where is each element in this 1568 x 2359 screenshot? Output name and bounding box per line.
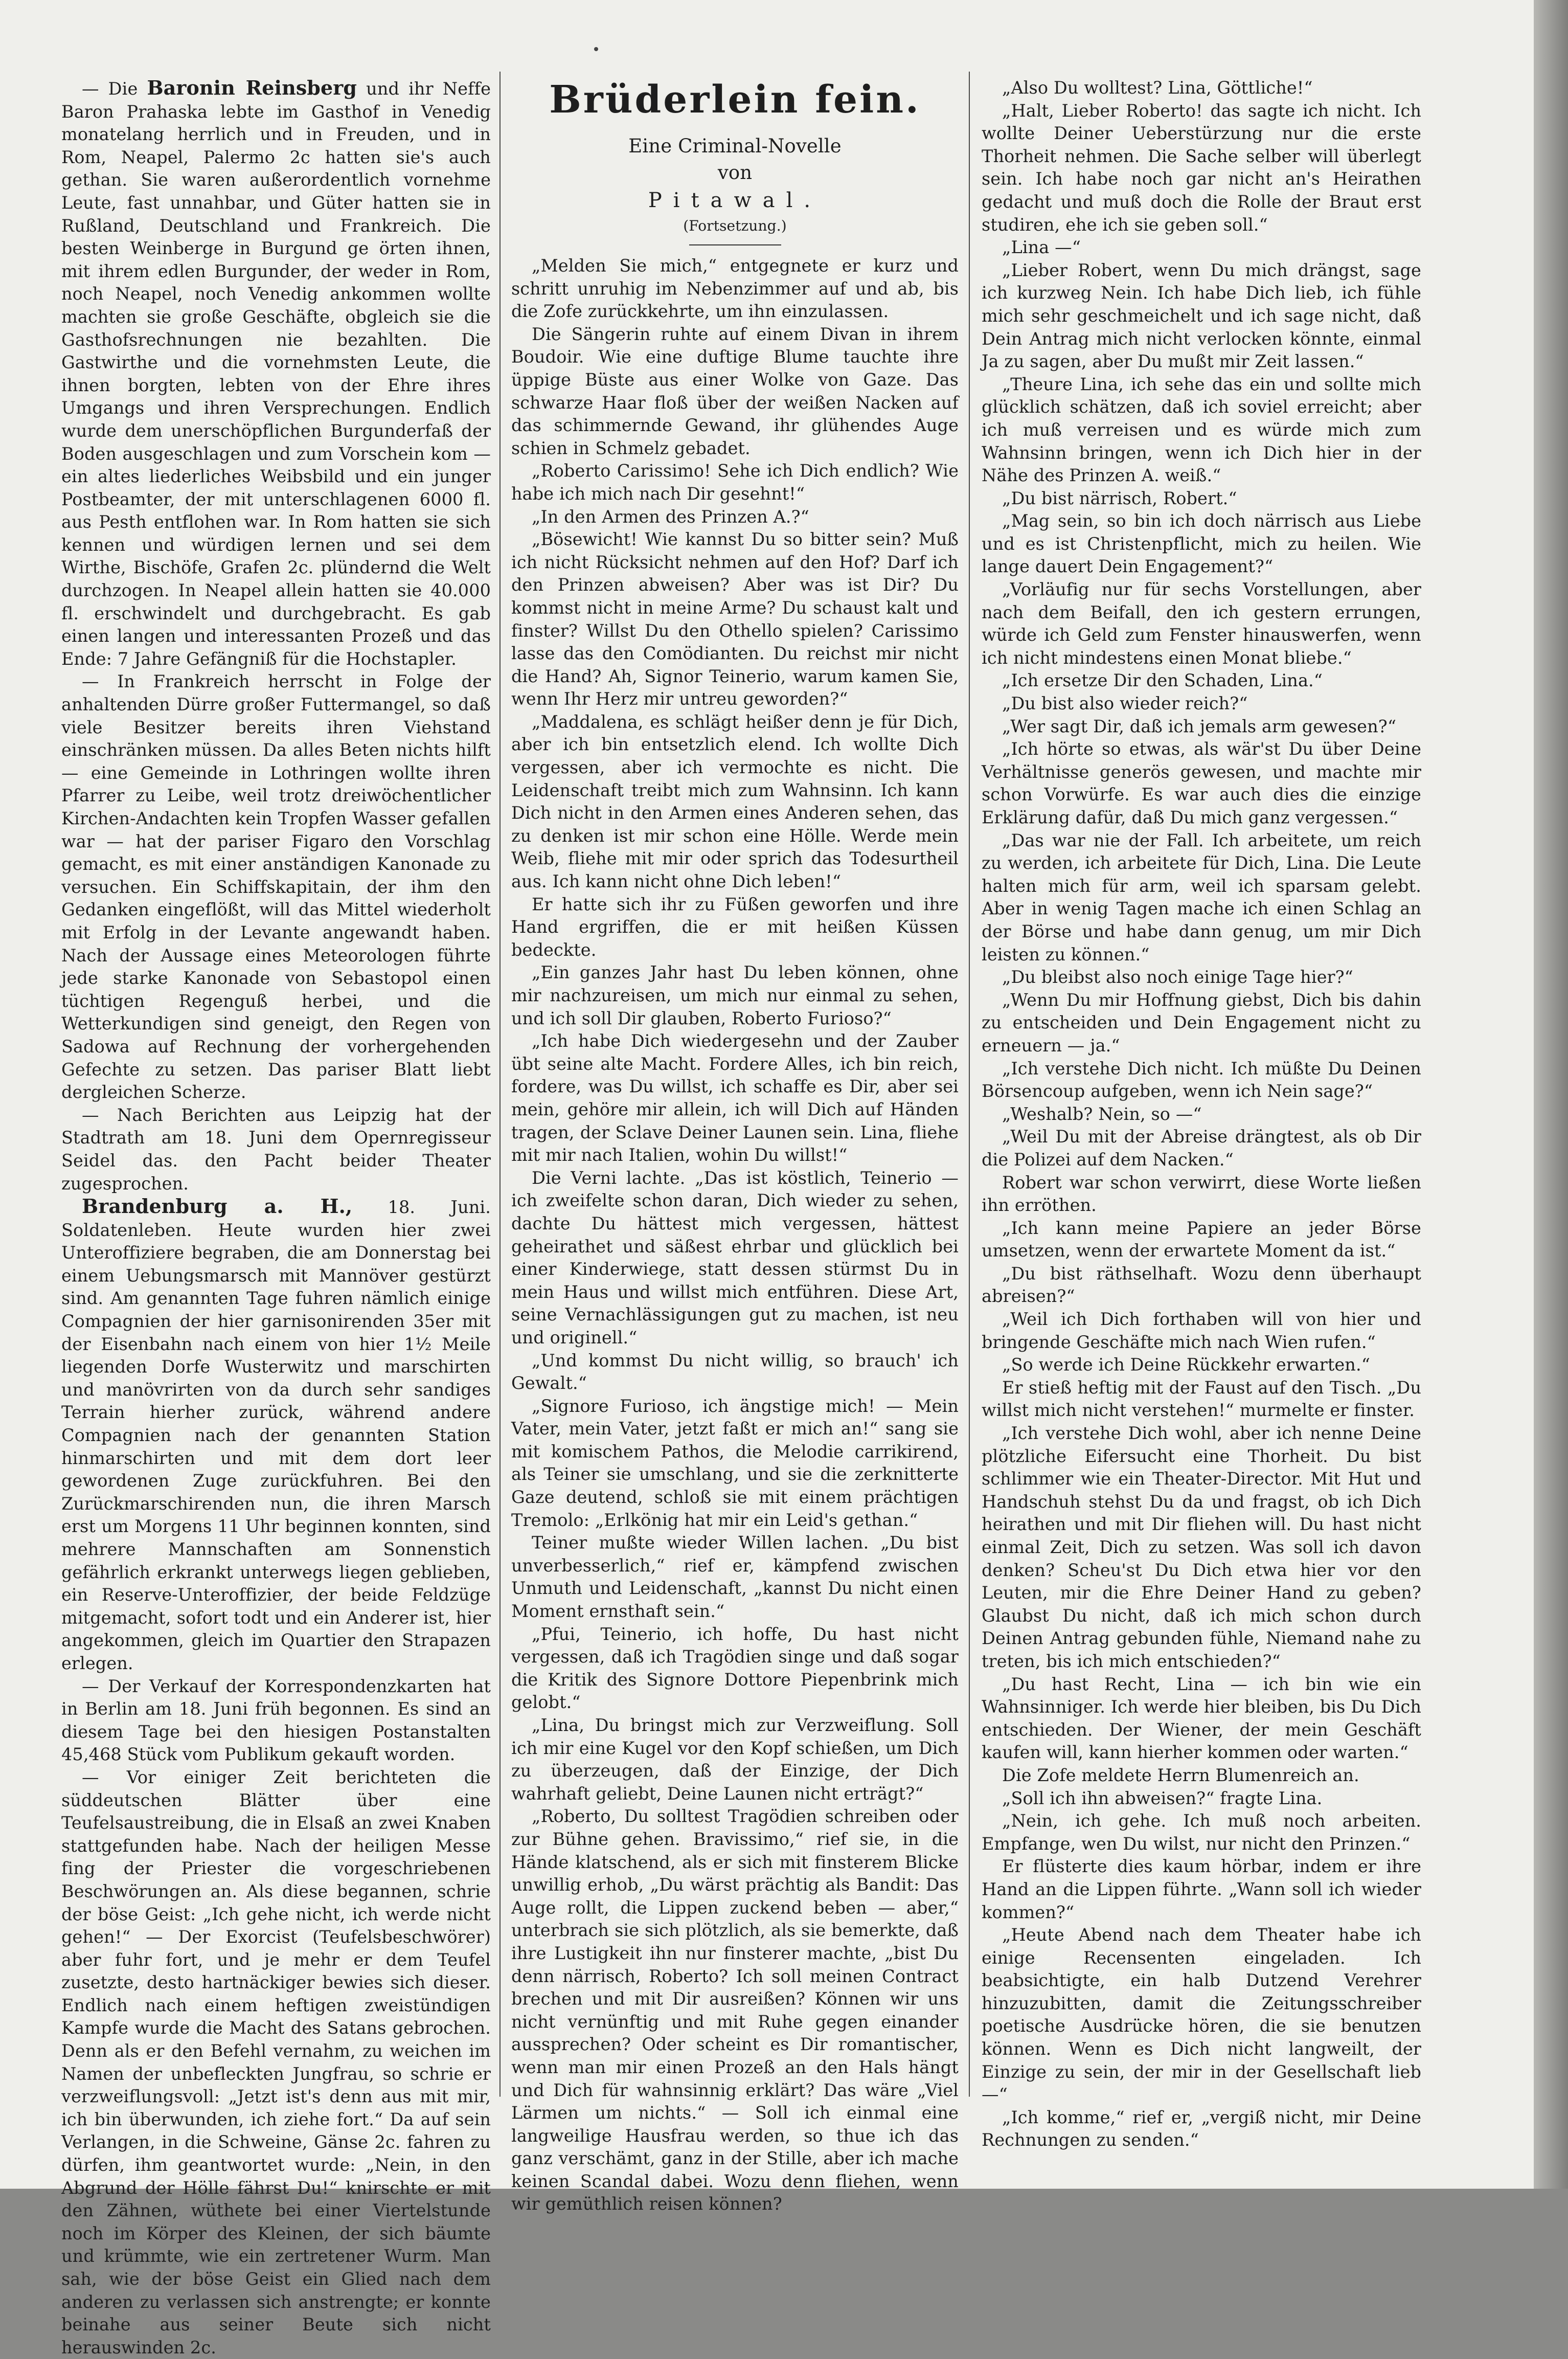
story-paragraph: „Melden Sie mich,“ entgegnete er kurz und schritt unruhig im Nebenzimmer auf und ab, bis die Zofe zurückkehrte, um ihn einzulassen. xyxy=(511,256,959,322)
story-paragraph: „Soll ich ihn abweisen?“ fragte Lina. xyxy=(1002,1788,1323,1808)
story-paragraph: „Ich verstehe Dich wohl, aber ich nenne Deine plötzliche Eifersucht eine Thorheit. Du bist schlimmer wie ein Theater-Director. Mit Hut und Handschuh stehst Du da und fragst, ob ich Dich heirathen und mit Dir fliehen will. Du hast nicht einmal Zeit, Dich zu setzen. Was soll ich davon denken? Scheu'st Du Dich etwa hier vor den Leuten, mir die Ehre Deiner Hand zu geben? Glaubst Du nicht, daß ich mich schon durch Deinen Antrag gebunden fühle, Niemand nahe zu treten, bis ich mich entschieden?“ xyxy=(982,1423,1421,1671)
article-korrespondenzkarten: — Der Verkauf der Korrespondenzkarten hat in Berlin am 18. Juni früh begonnen. Es sind an diesem Tage bei den hiesigen Postanstalten 45,468 Stück vom Publikum gekauft worden. xyxy=(61,1676,491,1765)
story-subtitle: Eine Criminal-Novelle xyxy=(628,135,842,157)
story-paragraph: „Ich komme,“ rief er, „vergiß nicht, mir Deine Rechnungen zu senden.“ xyxy=(982,2107,1421,2150)
story-paragraph: „Theure Lina, ich sehe das ein und sollte mich glücklich schätzen, daß ich soviel erreicht; aber ich muß verreisen und es würde mich zum Wahnsinn bringen, wenn ich Dich hier in der Nähe des Prinzen A. weiß.“ xyxy=(982,374,1421,486)
story-paragraph: „Vorläufig nur für sechs Vorstellungen, aber nach dem Beifall, den ich gestern errungen, würde ich Geld zum Fenster hinauswerfen, wenn ich nicht mindestens einen Monat bliebe.“ xyxy=(982,579,1421,668)
column-divider-right xyxy=(969,72,970,2097)
story-paragraph: „Lina —“ xyxy=(1002,237,1081,258)
story-paragraph: „Du bist närrisch, Robert.“ xyxy=(1002,488,1237,508)
story-paragraph: „Also Du wolltest? Lina, Göttliche!“ xyxy=(1002,78,1313,98)
right-column xyxy=(982,77,1421,2152)
print-mark xyxy=(594,47,598,51)
story-paragraph: „Bösewicht! Wie kannst Du so bitter sein? Muß ich nicht Rücksicht nehmen auf den Hof? Darf ich den Prinzen abweisen? Aber was ist Dir? Du kommst nicht in meine Arme? Du schaust kalt und finster? Willst Du den Othello spielen? Carissimo lasse das den Comödianten. Du reichst mir nicht die Hand? Ah, Signor Teinerio, warum kamen Sie, wenn Ihr Herz mir untreu geworden?“ xyxy=(511,529,959,709)
scan-edge xyxy=(1534,0,1568,2189)
story-paragraph: „Ich verstehe Dich nicht. Ich müßte Du Deinen Börsencoup aufgeben, wenn ich Nein sage?“ xyxy=(982,1058,1421,1102)
story-paragraph: „Weil Du mit der Abreise drängtest, als ob Dir die Polizei auf dem Nacken.“ xyxy=(982,1127,1421,1170)
story-paragraph: Robert war schon verwirrt, diese Worte ließen ihn erröthen. xyxy=(982,1172,1421,1216)
bold-name: Baronin Reinsberg xyxy=(147,76,357,99)
story-paragraph: „Halt, Lieber Roberto! das sagte ich nicht. Ich wollte Deiner Ueberstürzung nur die erste Thorheit nehmen. Die Sache selber will überlegt sein. Ich habe noch gar nicht an's Heirathen gedacht und muß doch die Rolle der Braut erst studiren, ehe ich sie geben soll.“ xyxy=(982,100,1421,235)
story-paragraph: „Lieber Robert, wenn Du mich drängst, sage ich kurzweg Nein. Ich habe Dich lieb, ich fühle mich sehr geschmeichelt und ich sage nicht, daß Dein Antrag mich nicht verlocken könnte, einmal Ja zu sagen, aber Du mußt mir Zeit lassen.“ xyxy=(982,260,1421,372)
story-paragraph: „Lina, Du bringst mich zur Verzweiflung. Soll ich mir eine Kugel vor den Kopf schießen, um Dich zu überzeugen, daß der Einzige, der Dich wahrhaft geliebt, Deine Launen nicht erträgt?“ xyxy=(511,1715,959,1804)
story-paragraph: „Weil ich Dich forthaben will von hier und bringende Geschäfte mich nach Wien rufen.“ xyxy=(982,1309,1421,1352)
story-paragraph: „Du hast Recht, Lina — ich bin wie ein Wahnsinniger. Ich werde hier bleiben, bis Du Dich entschieden. Der Wiener, der mein Geschäft kaufen will, kann hierher kommen oder warten.“ xyxy=(982,1674,1421,1763)
story-paragraph: „Ich kann meine Papiere an jeder Börse umsetzen, wenn der erwartete Moment da ist.“ xyxy=(982,1218,1421,1261)
article-text: 18. Juni. Soldatenleben. Heute wurden hier zwei Unteroffiziere begraben, die am Donnerstag bei einem Uebungsmarsch mit Mannöver gestürzt sind. Am genannten Tage fuhren nämlich einige Compagnien der hier garnisonirenden 35er mit der Eisenbahn nach einem von hier 1½ Meile liegenden Dorfe Wusterwitz und marschirten und manövrirten von da durch sehr sandiges Terrain hierher zurück, während andere Compagnien nach der genannten Station hinmarschirten und mit dem dort leer gewordenen Zuge zurückfuhren. Bei den Zurückmarschirenden nun, die ihren Marsch erst um Morgens 11 Uhr beginnen konnten, sind mehrere Mannschaften am Sonnenstich gefährlich erkrankt unterwegs liegen geblieben, ein Reserve-Unteroffizier, der beide Feldzüge mitgemacht, sofort todt und ein Anderer ist, hier angekommen, gleich im Quartier den Strapazen erlegen. xyxy=(61,1197,491,1673)
story-paragraph: „Maddalena, es schlägt heißer denn je für Dich, aber ich bin entsetzlich elend. Ich wollte Dich vergessen, aber ich vermochte es nicht. Die Leidenschaft treibt mich zum Wahnsinn. Ich kann Dich nicht in den Armen eines Anderen sehen, das zu denken ist mir schon eine Hölle. Werde mein Weib, fliehe mit mir oder sprich das Todesurtheil aus. Ich kann nicht ohne Dich leben!“ xyxy=(511,711,959,892)
article-teufelsaustreibung: — Vor einiger Zeit berichteten die süddeutschen Blätter über eine Teufelsaustreibung, die in Elsaß an zwei Knaben stattgefunden habe. Nach der heiligen Messe fing der Priester die vorgeschriebenen Beschwörungen an. Als diese begannen, schrie der böse Geist: „Ich gehe nicht, ich werde nicht gehen!“ — Der Exorcist (Teufelsbeschwörer) aber fuhr fort, und je mehr er dem Teufel zusetzte, desto hartnäckiger bewies sich dieser. Endlich nach einem heftigen zweistündigen Kampfe wurde die Macht des Satans gebrochen. Denn als er den Befehl vernahm, zu weichen im Namen der unbefleckten Jungfrau, so schrie er verzweiflungsvoll: „Jetzt ist's denn aus mit mir, ich bin überwunden, ich ziehe fort.“ Da auf sein Verlangen, in die Schweine, Gänse 2c. fahren zu dürfen, ihm geantwortet wurde: „Nein, in den Abgrund der Hölle fährst Du!“ knirschte er mit den Zähnen, wüthete bei einer Viertelstunde noch im Körper des Kleinen, der sich bäumte und krümmte, wie ein zertretener Wurm. Man sah, wie der böse Geist ein Glied nach dem anderen zu verlassen sich anstrengte; er konnte beinahe aus seiner Beute sich nicht herauswinden 2c. xyxy=(61,1767,491,2357)
story-paragraph: „In den Armen des Prinzen A.?“ xyxy=(532,506,809,527)
story-paragraph: „Das war nie der Fall. Ich arbeitete, um reich zu werden, ich arbeitete für Dich, Lina. Die Leute halten mich für arm, weil ich sparsam gelebt. Aber in wenig Tagen mache ich einen Schlag an der Börse und habe dann genug, um mir Dich leisten zu können.“ xyxy=(982,830,1421,964)
story-paragraph: „Du bleibst also noch einige Tage hier?“ xyxy=(1002,967,1353,987)
story-paragraph: Teiner mußte wieder Willen lachen. „Du bist unverbesserlich,“ rief er, kämpfend zwischen Unmuth und Leidenschaft, „kannst Du nicht einen Moment ernsthaft sein.“ xyxy=(511,1533,959,1622)
story-paragraph: „Signore Furioso, ich ängstige mich! — Mein Vater, mein Vater, jetzt faßt er mich an!“ sang sie mit komischem Pathos, die Melodie carrikirend, als Teiner sie umschlang, und sie die zerknitterte Gaze deutend, schloß sie mit einem prächtigen Tremolo: „Erlkönig hat mir ein Leid's gethan.“ xyxy=(511,1396,959,1530)
story-paragraph: „Ich habe Dich wiedergesehn und der Zauber übt seine alte Macht. Fordere Alles, ich bin reich, fordere, was Du willst, ich schaffe es Dir, aber sei mein, gehöre mir allein, ich will Dich auf Händen tragen, der Sclave Deiner Launen sein. Lina, fliehe mit mir nach Italien, wohin Du willst!“ xyxy=(511,1031,959,1165)
story-title: Brüderlein fein. xyxy=(549,78,921,122)
middle-column xyxy=(511,77,959,2216)
article-leipzig: — Nach Berichten aus Leipzig hat der Stadtrath am 18. Juni dem Opernregisseur Seidel das. den Pacht beider Theater zugesprochen. xyxy=(61,1105,491,1194)
story-paragraph: „Heute Abend nach dem Theater habe ich einige Recensenten eingeladen. Ich beabsichtigte, ein halb Dutzend Verehrer hinzuzubitten, damit die Zeitungsschreiber poetische Ausdrücke hören, die sie benutzen können. Wenn es Dich nicht langweilt, der Einzige zu sein, der mir in der Gesellschaft lieb —“ xyxy=(982,1925,1421,2105)
story-paragraphs xyxy=(511,255,959,2216)
story-by: von xyxy=(717,162,753,184)
story-paragraph: „Wer sagt Dir, daß ich jemals arm gewesen?“ xyxy=(1002,716,1397,736)
story-paragraph: „Weshalb? Nein, so —“ xyxy=(1002,1104,1202,1124)
column-divider-left xyxy=(499,72,501,2097)
lead-dash: — Die xyxy=(82,79,138,99)
bold-place: Brandenburg a. H., xyxy=(82,1195,353,1218)
story-paragraph: Die Sängerin ruhte auf einem Divan in ihrem Boudoir. Wie eine duftige Blume tauchte ihre üppige Büste aus einer Wolke von Gaze. Das schwarze Haar floß über der weißen Nacken auf das schimmernde Gewand, ihr glühendes Auge schien in Schmelz gebadet. xyxy=(511,324,959,458)
story-paragraph: „Wenn Du mir Hoffnung giebst, Dich bis dahin zu entscheiden und Dein Engagement nicht zu erneuern — ja.“ xyxy=(982,990,1421,1055)
article-frankreich: — In Frankreich herrscht in Folge der anhaltenden Dürre großer Futtermangel, so daß viele Besitzer bereits ihren Viehstand einschränken müssen. Da alles Beten nichts hilft — eine Gemeinde in Lothringen wollte ihren Pfarrer zu Leibe, weil trotz dreiwöchentlicher Kirchen-Andachten kein Tropfen Wasser gefallen war — hat der pariser Figaro den Vorschlag gemacht, es mit einer anständigen Kanonade zu versuchen. Ein Schiffskapitain, der ihm den Gedanken eingeflößt, will das Mittel wiederholt mit Erfolg in der Levante angewandt haben. Nach der Aussage eines Meteorologen führte jede starke Kanonade von Sebastopol einen tüchtigen Regenguß herbei, und die Wetterkundigen sind geneigt, den Regen von Sadowa auf Rechnung der vorhergehenden Gefechte zu setzen. Das pariser Blatt liebt dergleichen Scherze. xyxy=(61,671,491,1103)
story-paragraph: „Du bist also wieder reich?“ xyxy=(1002,693,1248,714)
story-paragraph: „Roberto Carissimo! Sehe ich Dich endlich? Wie habe ich mich nach Dir gesehnt!“ xyxy=(511,461,959,504)
article-brandenburg xyxy=(61,1195,491,1675)
story-paragraph: „Ich ersetze Dir den Schaden, Lina.“ xyxy=(1002,670,1323,691)
story-paragraph: „Ich hörte so etwas, als wär'st Du über Deine Verhältnisse generös gewesen, und machte mir schon Vorwürfe. Es war auch dies die einzige Erklärung dafür, daß Du mich ganz vergessen.“ xyxy=(982,739,1421,827)
story-author: Pitawal. xyxy=(648,189,822,212)
story-paragraph: „Nein, ich gehe. Ich muß noch arbeiten. Empfange, wen Du wilst, nur nicht den Prinzen.“ xyxy=(982,1811,1421,1854)
story-paragraph: „Pfui, Teinerio, ich hoffe, Du hast nicht vergessen, daß ich Tragödien singe und daß sogar die Kritik des Signore Dottore Piepenbrink mich gelobt.“ xyxy=(511,1624,959,1713)
story-paragraph: „Und kommst Du nicht willig, so brauch' ich Gewalt.“ xyxy=(511,1350,959,1394)
story-paragraph: Die Zofe meldete Herrn Blumenreich an. xyxy=(1002,1765,1359,1785)
story-paragraph: „Ein ganzes Jahr hast Du leben können, ohne mir nachzureisen, um mich nur einmal zu sehen, und ich soll Dir glauben, Roberto Furioso?“ xyxy=(511,962,959,1028)
article-baronin-reinsberg xyxy=(61,77,491,670)
story-paragraph: „Roberto, Du solltest Tragödien schreiben oder zur Bühne gehen. Bravissimo,“ rief sie, in die Hände klatschend, als er sich mit finsterem Blicke unwillig erhob, „Du wärst prächtig als Bandit: Das Auge rollt, die Lippen zuckend beben — aber,“ unterbrach sie sich plötzlich, als sie bemerkte, daß ihre Lustigkeit ihn nur finsterer machte, „bist Du denn närrisch, Roberto? Ich soll meinen Contract brechen und mit Dir ausreißen? Können wir uns nicht vernünftig und mit Ruhe gegen einander aussprechen? Oder scheint es Dir romantischer, wenn man mir einen Prozeß an den Hals hängt und Dich für wahnsinnig erklärt? Das wäre „Viel Lärmen um nichts.“ — Soll ich einmal eine langweilige Hausfrau werden, so thue ich das ganz verschämt, ganz in der Stille, aber ich mache keinen Scandal dabei. Wozu denn fliehen, wenn wir gemüthlich reisen können? xyxy=(511,1806,959,2214)
title-rule xyxy=(689,244,781,245)
story-paragraph: Er stieß heftig mit der Faust auf den Tisch. „Du willst mich nicht verstehen!“ murmelte er finster. xyxy=(982,1377,1421,1421)
story-paragraph: „Mag sein, so bin ich doch närrisch aus Liebe und es ist Christenpflicht, mich zu heilen. Wie lange dauert Dein Engagement?“ xyxy=(982,511,1421,577)
story-paragraph: Er hatte sich ihr zu Füßen geworfen und ihre Hand ergriffen, die er mit heißen Küssen bedeckte. xyxy=(511,894,959,960)
left-column xyxy=(61,77,491,2359)
story-paragraph: Die Verni lachte. „Das ist köstlich, Teinerio — ich zweifelte schon daran, Dich wieder zu sehen, dachte Du hättest mich vergessen, hättest geheirathet und säßest ehrbar und glücklich bei einer Kinderwiege, statt dessen stürmst Du in mein Haus und willst mich entführen. Diese Art, seine Vernachlässigungen gut zu machen, ist neu und originell.“ xyxy=(511,1167,959,1347)
story-paragraph: „So werde ich Deine Rückkehr erwarten.“ xyxy=(1002,1355,1370,1375)
article-text: und ihr Neffe Baron Prahaska lebte im Gasthof in Venedig monatelang herrlich und in Freuden, und in Rom, Neapel, Palermo 2c hatten sie's auch gethan. Sie waren außerordentlich vornehme Leute, fast unnahbar, und Güter hatten sie in Rußland, Deutschland und Frankreich. Die besten Weinberge in Burgund ge örten ihnen, mit ihrem edlen Burgunder, der weder in Rom, noch Neapel, noch Venedig ankommen wollte machten sie große Geschäfte, obgleich sie die Gasthofsrechnungen nie bezahlten. Die Gastwirthe und die vornehmsten Leute, die ihnen borgten, lebten von der Ehre ihres Umgangs und ihren Versprechungen. Endlich wurde dem unerschöpflichen Burgunderfaß der Boden ausgeschlagen und zum Vorschein kom — ein altes liederliches Weibsbild und ein junger Postbeamter, der mit unterschlagenen 6000 fl. aus Pesth entflohen war. In Rom hatten sie sich kennen und würdigen lernen und sei dem Wirthe, Bischöfe, Grafen 2c. plündernd die Welt durchzogen. In Neapel allein hatten sie 40.000 fl. erschwindelt und durchgebracht. Es gab einen langen und interessanten Prozeß und das Ende: 7 Jahre Gefängniß für die Hochstapler. xyxy=(61,79,491,669)
story-paragraph: Er flüsterte dies kaum hörbar, indem er ihre Hand an die Lippen führte. „Wann soll ich wieder kommen?“ xyxy=(982,1856,1421,1922)
continuation-note: (Fortsetzung.) xyxy=(683,217,787,234)
story-paragraph: „Du bist räthselhaft. Wozu denn überhaupt abreisen?“ xyxy=(982,1263,1421,1307)
